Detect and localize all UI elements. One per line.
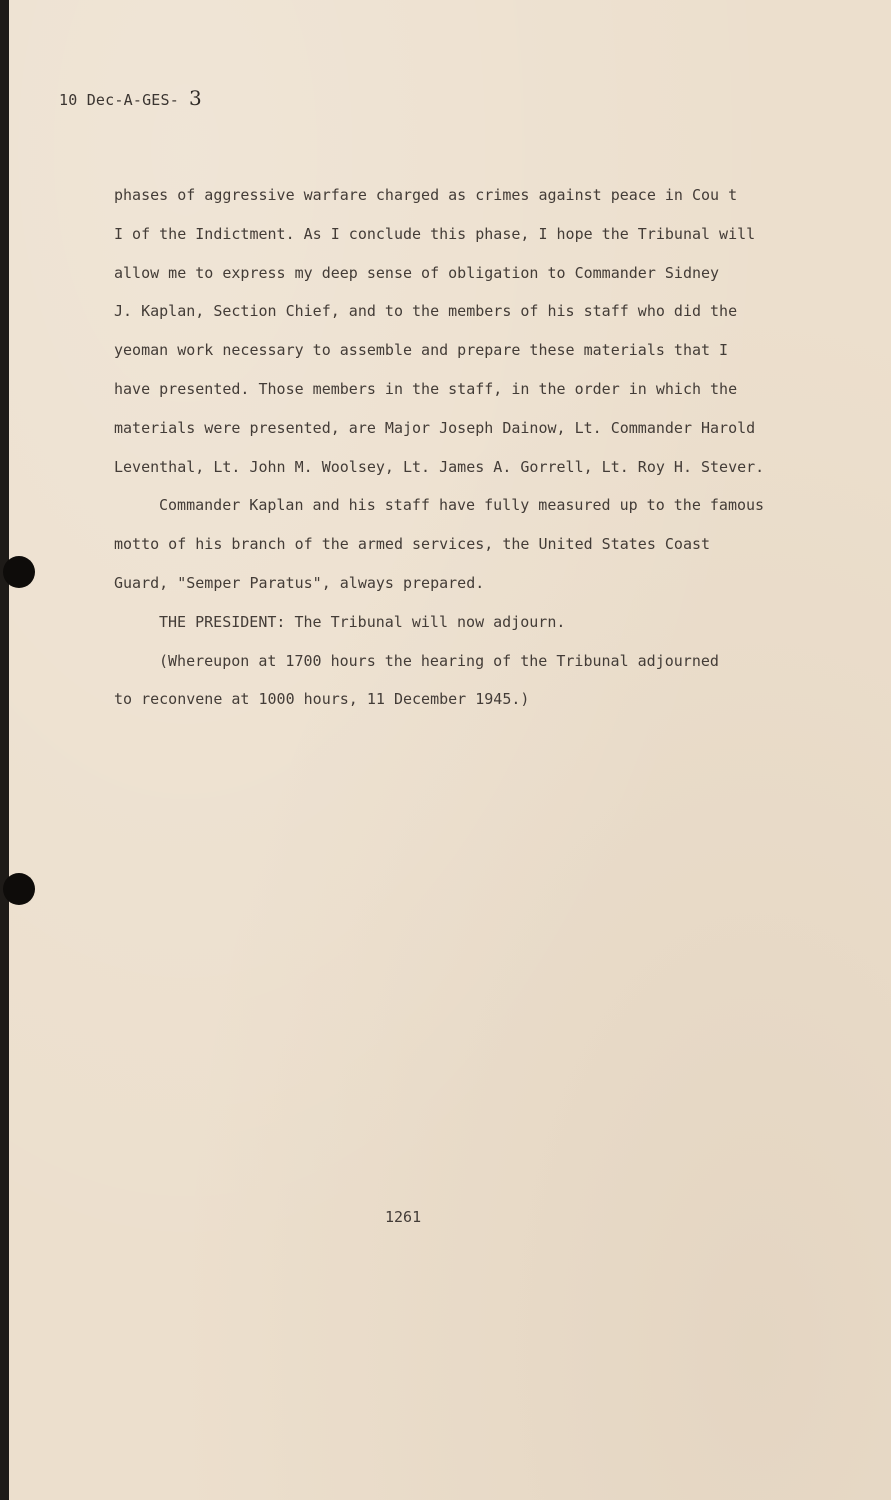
- page-number: 1261: [385, 1208, 422, 1226]
- document-reference: [59, 86, 202, 110]
- text-line: (Whereupon at 1700 hours the hearing of the Tribunal adjourned: [159, 651, 719, 670]
- text-line: allow me to express my deep sense of obligation to Commander Sidney: [114, 263, 720, 282]
- text-line: Commander Kaplan and his staff have fully measured up to the famous: [159, 496, 765, 515]
- speaker-line: THE PRESIDENT: The Tribunal will now adjourn.: [159, 612, 566, 631]
- text-line: have presented. Those members in the staff, in the order in which the: [114, 379, 738, 398]
- text-line: yeoman work necessary to assemble and prepare these materials that I: [114, 341, 729, 360]
- reference-code: 10 Dec-A-GES-: [59, 91, 179, 109]
- transcript-body: [114, 176, 834, 719]
- text-line: I of the Indictment. As I conclude this phase, I hope the Tribunal will: [114, 224, 756, 243]
- document-page: [9, 0, 891, 1500]
- punch-hole: [3, 873, 35, 905]
- text-line: to reconvene at 1000 hours, 11 December 1945.): [114, 690, 530, 709]
- punch-hole: [3, 556, 35, 588]
- text-line: Guard, "Semper Paratus", always prepared.: [114, 573, 485, 592]
- text-line: Leventhal, Lt. John M. Woolsey, Lt. James A. Gorrell, Lt. Roy H. Stever.: [114, 457, 765, 476]
- text-line: phases of aggressive warfare charged as crimes against peace in Cou t: [114, 186, 738, 204]
- text-line: materials were presented, are Major Joseph Dainow, Lt. Commander Harold: [114, 418, 756, 437]
- text-line: J. Kaplan, Section Chief, and to the members of his staff who did the: [114, 302, 738, 321]
- handwritten-page-mark: 3: [189, 86, 202, 110]
- text-line: motto of his branch of the armed services, the United States Coast: [114, 535, 711, 554]
